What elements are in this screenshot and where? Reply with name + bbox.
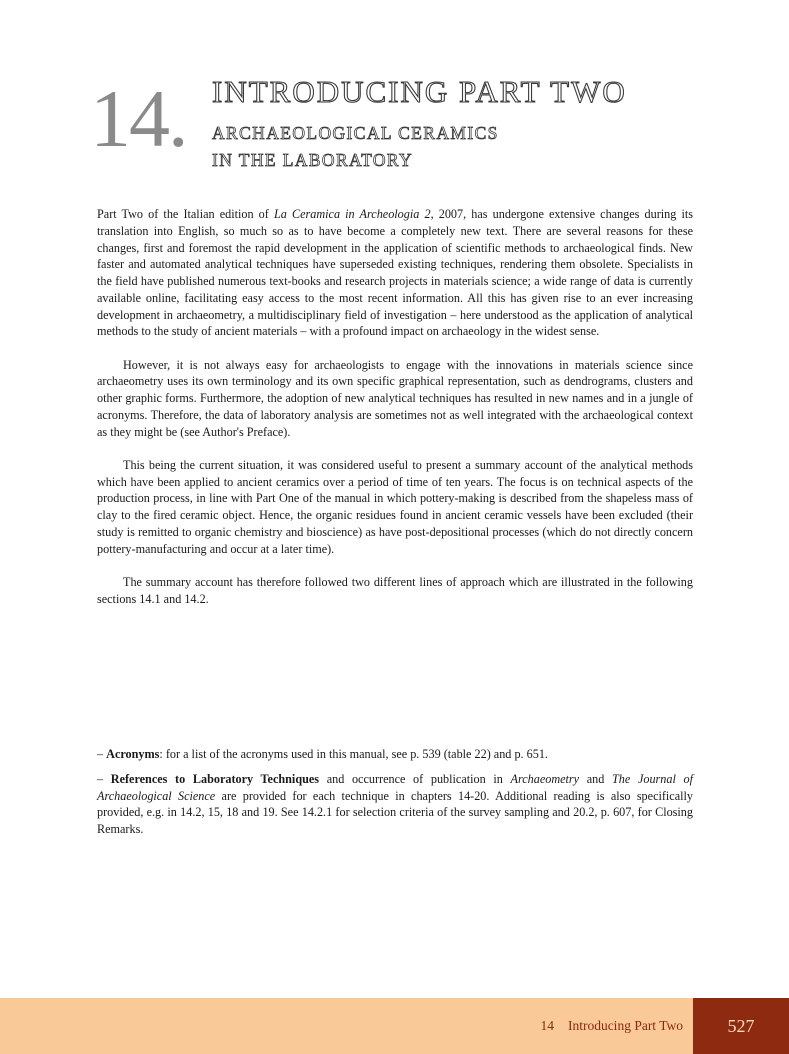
chapter-subtitle-line-1: ARCHAEOLOGICAL CERAMICS bbox=[212, 123, 499, 143]
note-dash: – bbox=[97, 771, 111, 786]
note-acronyms-label: Acronyms bbox=[106, 747, 160, 761]
footer-bar bbox=[0, 998, 693, 1054]
paragraph-1-pre: Part Two of the Italian edition of bbox=[97, 207, 274, 221]
footer-chapter-number: 14 bbox=[540, 1018, 554, 1033]
chapter-subtitle-line-2: IN THE LABORATORY bbox=[212, 150, 414, 170]
note-dash: – bbox=[97, 747, 107, 761]
paragraph-3: This being the current situation, it was considered useful to present a summary account of the analytical methods which have been applied to ancient ceramics over a period of time of ten years. The focus is on technical aspects of the production process, in line with Part One of the manual in which pottery-making is described from the shapeless mass of clay to the fired ceramic object. Hence, the organic residues found in ancient ceramic vessels have been excluded (their study is remitted to organic chemistry and bioscience) as have post-depositional processes (which do not directly concern pottery-manufacturing and occur at a later time). bbox=[97, 457, 693, 556]
paragraph-4: The summary account has therefore followed two different lines of approach which are illustrated in the following sections 14.1 and 14.2. bbox=[97, 574, 693, 606]
page-number: 527 bbox=[727, 1016, 755, 1036]
paragraph-1-post: , 2007, has undergone extensive changes during its translation into English, so much so as to have become a completely new text. There are several reasons for these changes, first and foremost the rapid development in the application of scientific methods to archaeological finds. New faster and automated analytical techniques have superseded existing techniques, rendering them obsolete. Specialists in the field have published numerous text-books and research projects in materials science; a wide range of data is currently available online, facilitating easy access to the most recent information. All this has given rise to an ever increasing development in archaeometry, a multidisciplinary field of investigation – here understood as the application of analytical methods to the study of ancient materials – with a profound impact on archaeology in the widest sense. bbox=[97, 207, 693, 339]
journal-archaeometry: Archaeometry bbox=[510, 771, 580, 786]
journal-archaeological-science: The Journal of Archaeological Science bbox=[97, 771, 694, 803]
body-text bbox=[97, 206, 693, 624]
notes bbox=[97, 746, 693, 846]
note-references-text-3: are provided for each technique in chapters 14-20. Additional reading is also specifically provided, e.g. in 14.2, 15, 18 and 19. See 14.2.1 for selection criteria of the survey sampling and 20.2, p. 607, for Closing Remarks. bbox=[97, 788, 693, 836]
chapter-subtitle bbox=[212, 120, 499, 174]
paragraph-2: However, it is not always easy for archaeologists to engage with the innovations in materials science since archaeometry uses its own terminology and its own specific graphical representation, such as dendrograms, clusters and other graphic forms. Furthermore, the adoption of new analytical techniques has resulted in new names and in a jungle of acronyms. Therefore, the data of laboratory analysis are sometimes not as well integrated with the archaeological context as they might be (see Author's Preface). bbox=[97, 357, 693, 439]
note-references-text-2: and bbox=[579, 771, 613, 786]
chapter-number: 14. bbox=[90, 73, 187, 164]
note-references bbox=[97, 771, 693, 838]
footer-running-head bbox=[540, 1018, 683, 1034]
note-references-text-1: and occurrence of publication in bbox=[319, 771, 511, 786]
book-title-italic: La Ceramica in Archeologia 2 bbox=[273, 207, 431, 221]
note-references-label: References to Laboratory Techniques bbox=[110, 771, 320, 786]
footer-chapter-title: Introducing Part Two bbox=[567, 1018, 683, 1033]
note-acronyms-text: : for a list of the acronyms used in this manual, see p. 539 (table 22) and p. 651. bbox=[159, 747, 548, 761]
paragraph-1 bbox=[97, 206, 693, 340]
page-number-box bbox=[693, 998, 789, 1054]
note-acronyms bbox=[97, 746, 693, 763]
chapter-title: INTRODUCING PART TWO bbox=[212, 74, 627, 109]
